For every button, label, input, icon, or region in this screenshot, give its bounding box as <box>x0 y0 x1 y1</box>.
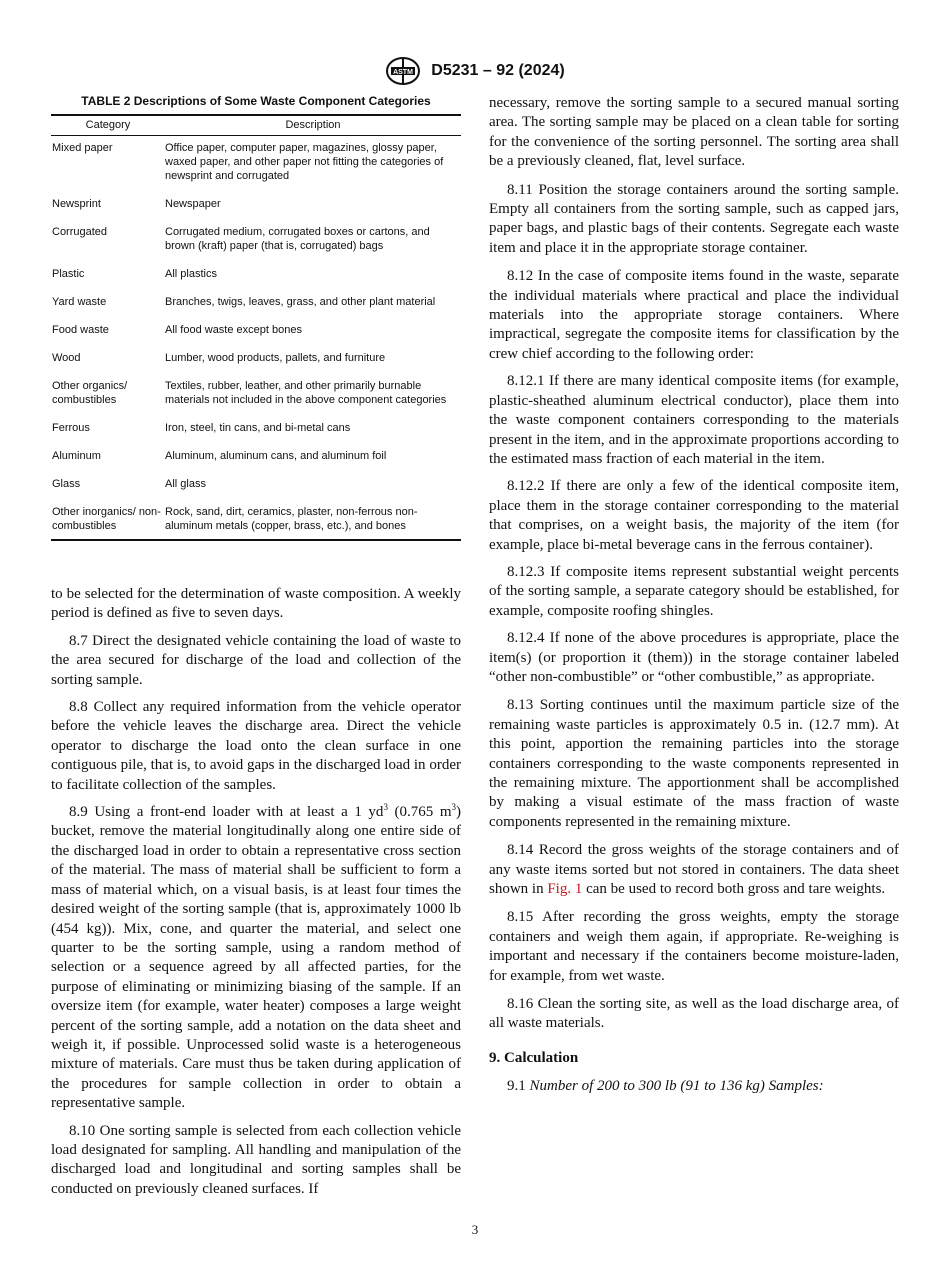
category-cell: Aluminum <box>52 450 101 462</box>
paragraph-8-14: 8.14 Record the gross weights of the storage containers and of any waste items sorted but not stored in containers. The data sheet shown in Fig. 1 can be used to record both gross and tare weights. <box>489 842 899 898</box>
category-cell: Corrugated <box>52 226 108 238</box>
description-cell: Newspaper <box>165 198 221 210</box>
table-row <box>51 477 461 505</box>
paragraph-8-16: 8.16 Clean the sorting site, as well as the load discharge area, of all waste materials. <box>489 996 899 1032</box>
category-cell: Plastic <box>52 268 85 280</box>
paragraph-9-1: 9.1 Number of 200 to 300 lb (91 to 136 kg) Samples: <box>507 1077 824 1094</box>
description-cell: All plastics <box>165 268 217 280</box>
paragraph-8-12-4: 8.12.4 If none of the above procedures is appropriate, place the item(s) (or proportion it (them)) in the storage container labeled “other non-combustible” or “other combustible,” as appropriate. <box>489 630 899 685</box>
table-row <box>51 449 461 477</box>
page-number: 3 <box>471 1222 479 1237</box>
right-column <box>489 94 899 1096</box>
category-cell: Wood <box>52 352 81 364</box>
category-cell: Other organics/ combustibles <box>52 380 128 406</box>
table-row <box>51 351 461 379</box>
description-cell: All glass <box>165 478 206 490</box>
table-header-row <box>51 115 461 136</box>
paragraph-8-10: 8.10 One sorting sample is selected from each collection vehicle load designated for sampling. All handling and manipulation of the discharged load and longitudinal and sorting samples shall be conducted on previously cleaned surfaces. If <box>51 1122 461 1197</box>
paragraph-continued-right: necessary, remove the sorting sample to a secured manual sorting area. The sorting sample may be placed on a clean table for sorting for the convenience of the sorting personnel. The sorting area shall be a previously cleaned, flat, level surface. <box>489 95 899 170</box>
svg-text:ASTM: ASTM <box>393 69 414 76</box>
category-cell: Newsprint <box>52 198 101 210</box>
description-cell: Lumber, wood products, pallets, and furniture <box>165 352 386 364</box>
table-row <box>51 323 461 351</box>
paragraph-8-8: 8.8 Collect any required information from the vehicle operator before the vehicle leaves the discharge area. Direct the vehicle operator to discharge the load onto the clean surface in one contiguous pile, that is, to avoid gaps in the discharged load in order to facilitate collection of the samples. <box>51 699 461 793</box>
table-row <box>51 421 461 449</box>
paragraph-continued: to be selected for the determination of waste composition. A weekly period is defined as five to seven days. <box>51 586 461 622</box>
table-row <box>51 505 461 540</box>
paragraph-8-13: 8.13 Sorting continues until the maximum particle size of the remaining waste particles is approximately 0.5 in. (12.7 mm). At this point, apportion the remaining particles into the storage containers corresponding to the waste components represented in the remaining mixture. The apportionment shall be accomplished by making a visual estimate of the mass fraction of waste components represented in the remaining mixture. <box>489 697 899 830</box>
description-cell: Branches, twigs, leaves, grass, and other plant material <box>165 296 436 308</box>
paragraph-8-9: 8.9 Using a front-end loader with at least a 1 $yd^3$ (0.765 $m^3$) bucket, remove the material longitudinally along one entire side of the discharged load in order to obtain a representative cross section of the material. The mass of material shall be sufficient to form a mass of material which, on a visual basis, is at least four times the desired weight of the sorting sample (that is, approximately 1000 lb (454 kg)). Mix, cone, and quarter the material, and select one quarter to be the sorting sample, using a random method of selection or a sequence agreed by all affected parties, for the purpose of eliminating or minimizing biasing of the sample. If an oversize item (for example, water heater) composes a large weight percent of the sorting sample, add a notation on the data sheet and weigh it, if possible. Unprocessed solid waste is a heterogeneous mixture of materials. Care must thus be taken during application of the procedures for sample collection in order to obtain a representative sample. <box>51 802 462 1112</box>
column-header-category: Category <box>51 115 165 136</box>
description-cell: Iron, steel, tin cans, and bi-metal cans <box>165 422 351 434</box>
paragraph-8-11: 8.11 Position the storage containers around the sorting sample. Empty all containers from the sorting sample, such as capped jars, paper bags, and plastic bags of their contents. Segregate each waste item and place it in the appropriate storage container. <box>489 181 899 256</box>
paragraph-8-12-2: 8.12.2 If there are only a few of the identical composite item, place them in the storage container corresponding to the material that comprises, on a weight basis, the majority of the item (for example, place bi-metal beverage cans in the ferrous container). <box>489 478 899 553</box>
description-cell: Corrugated medium, corrugated boxes or cartons, and brown (kraft) paper (that is, corrugated) bags <box>165 226 430 252</box>
table-row <box>51 136 461 198</box>
category-cell: Mixed paper <box>52 142 113 154</box>
page-header <box>0 56 950 86</box>
left-column <box>51 94 461 1199</box>
description-cell: Textiles, rubber, leather, and other primarily burnable materials not included in the above component categories <box>165 380 447 406</box>
description-cell: Rock, sand, dirt, ceramics, plaster, non-ferrous non-aluminum metals (copper, brass, etc.), and bones <box>165 505 461 540</box>
section-heading-calculation: 9. Calculation <box>489 1049 579 1066</box>
category-cell: Other inorganics/ non-combustibles <box>51 505 165 540</box>
paragraph-8-12-3: 8.12.3 If composite items represent substantial weight percents of the sorting sample, a separate category should be established, for example, composite roofing shingles. <box>489 563 899 619</box>
table-row <box>51 295 461 323</box>
category-cell: Ferrous <box>52 422 90 434</box>
description-cell: Office paper, computer paper, magazines, glossy paper, waxed paper, and other paper not fitting the categories of newsprint and corrugated <box>165 142 444 182</box>
left-body-text <box>51 585 461 1199</box>
table-row <box>51 267 461 295</box>
category-cell: Food waste <box>52 324 109 336</box>
document-id: D5231 – 92 (2024) <box>431 62 565 79</box>
table-row <box>51 379 461 421</box>
table-title: TABLE 2 Descriptions of Some Waste Component Categories <box>81 94 431 108</box>
category-cell: Yard waste <box>52 296 107 308</box>
category-cell: Glass <box>52 478 81 490</box>
description-cell: Aluminum, aluminum cans, and aluminum foil <box>165 450 387 462</box>
paragraph-8-7: 8.7 Direct the designated vehicle containing the load of waste to the area secured for discharge of the load and collection of the sorting sample. <box>51 632 461 688</box>
figure-1-link[interactable]: Fig. 1 <box>547 881 583 898</box>
paragraph-8-12-1: 8.12.1 If there are many identical composite items (for example, plastic-sheathed aluminum electrical conductor), place them into the waste component containers corresponding to the materials present in the item, and in the approximate proportions according to the estimated mass fraction of each material in the item. <box>489 373 899 467</box>
paragraph-8-15: 8.15 After recording the gross weights, empty the storage containers and weigh them again, if appropriate. Re-weighing is important and necessary if the containers become moisture-laden, for example, from wet waste. <box>489 909 899 984</box>
paragraph-8-12: 8.12 In the case of composite items found in the waste, separate the individual materials where practical and place the individual materials into the appropriate storage containers. Where impractical, segregate the composite items for classification by the crew chief according to the following order: <box>489 268 899 362</box>
table-row <box>51 225 461 267</box>
column-header-description: Description <box>165 115 461 136</box>
astm-logo-icon <box>385 56 421 86</box>
waste-category-table <box>51 114 461 541</box>
table-row <box>51 197 461 225</box>
description-cell: All food waste except bones <box>165 324 302 336</box>
